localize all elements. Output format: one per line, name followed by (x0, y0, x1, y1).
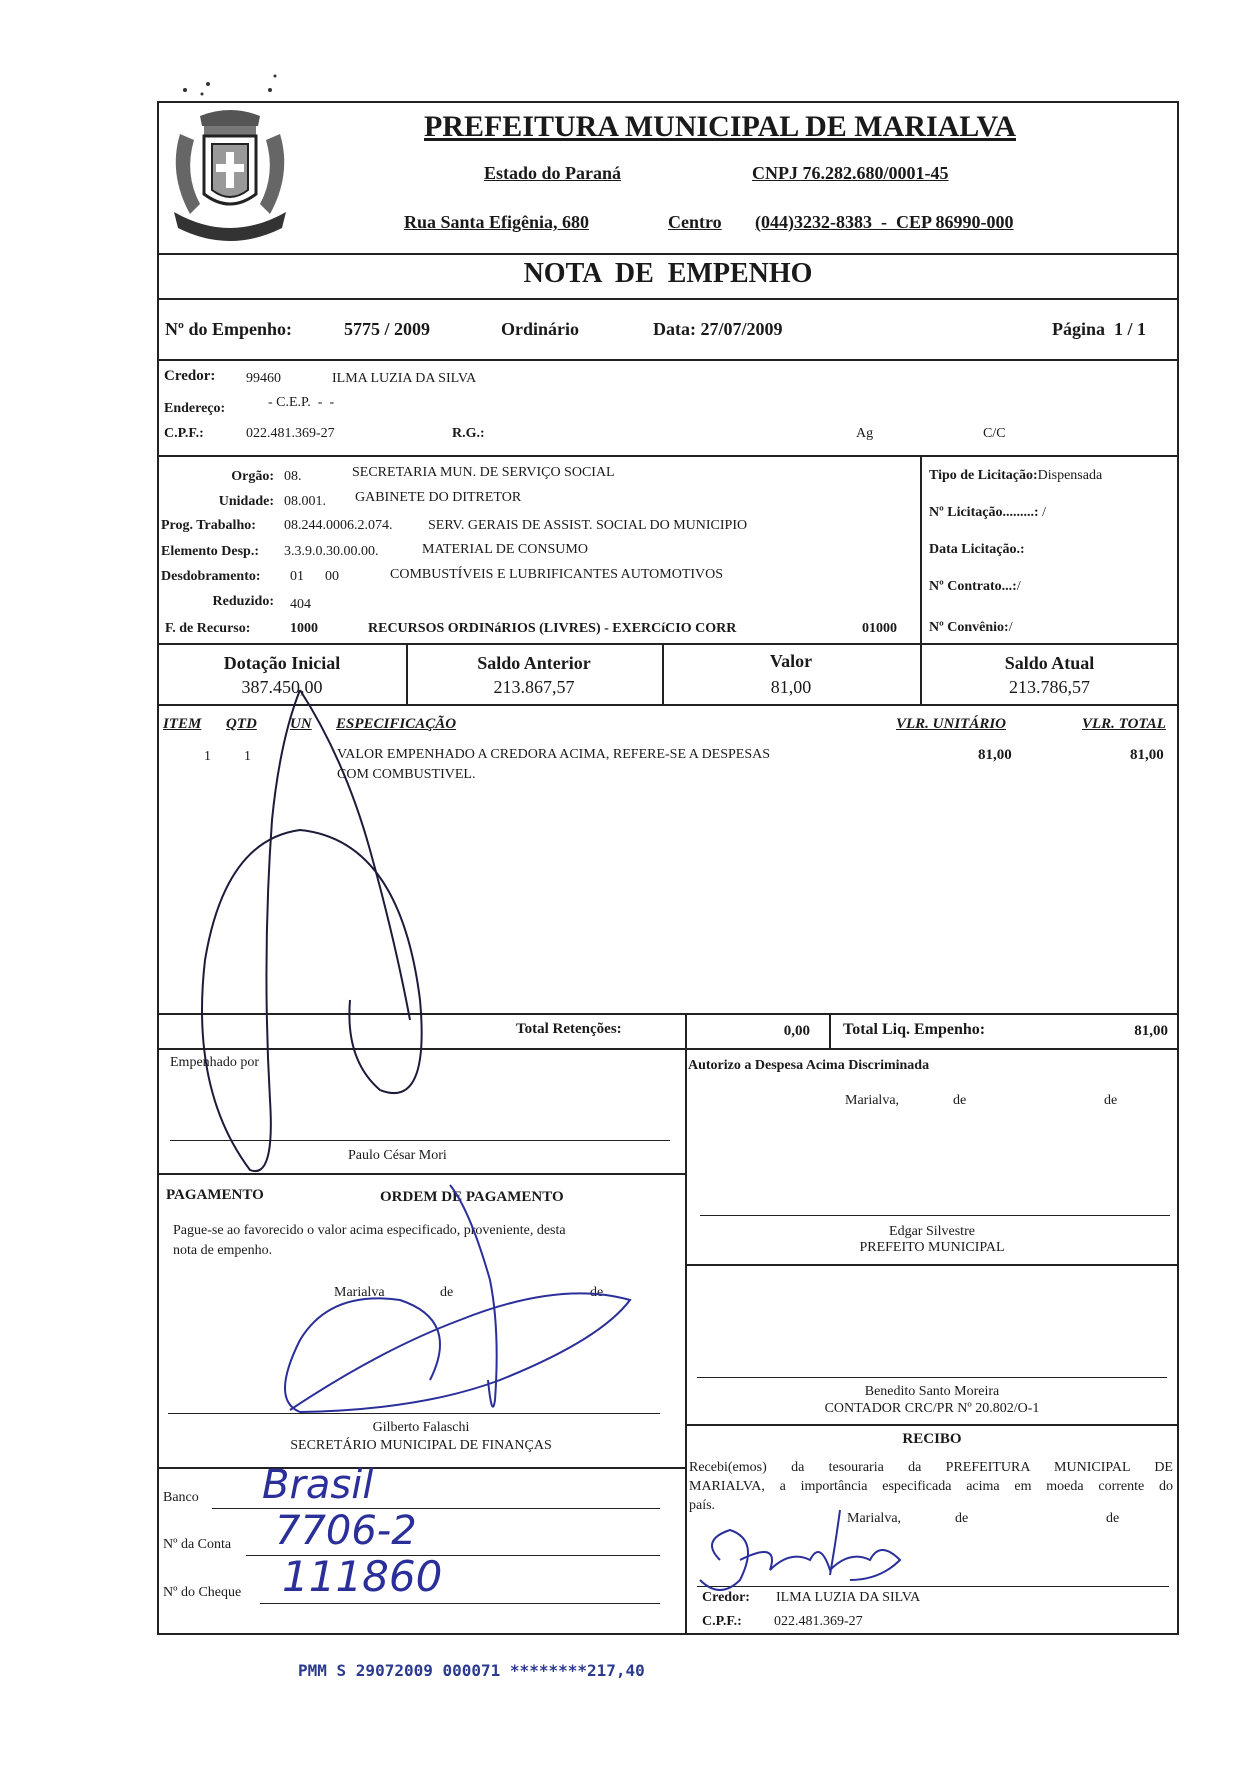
col-item: ITEM (163, 716, 202, 732)
orgao-label: Orgão: (231, 469, 274, 484)
page-title: PREFEITURA MUNICIPAL DE MARIALVA (423, 110, 1017, 143)
empenho-number: 5775 / 2009 (344, 319, 431, 339)
contador-role: CONTADOR CRC/PR Nº 20.802/O-1 (824, 1401, 1040, 1416)
unidade-desc: GABINETE DO DITRETOR (355, 490, 522, 505)
total-liq-label: Total Liq. Empenho: (843, 1021, 986, 1038)
elemento-desc: MATERIAL DE CONSUMO (422, 542, 588, 557)
elemento-label: Elemento Desp.: (161, 544, 259, 559)
saldo-anterior-label: Saldo Anterior (477, 653, 591, 673)
tipo-licitacao-label: Tipo de Licitação: (929, 468, 1038, 483)
district: Centro (668, 212, 722, 232)
item-spec-line1: VALOR EMPENHADO A CREDORA ACIMA, REFERE-SE A DESPESAS (337, 747, 771, 762)
autorizo-city: Marialva, (845, 1093, 900, 1108)
empenhado-label: Empenhado por (170, 1055, 260, 1070)
orgao-desc: SECRETARIA MUN. DE SERVIÇO SOCIAL (352, 465, 615, 480)
secretario-role: SECRETÁRIO MUNICIPAL DE FINANÇAS (290, 1438, 552, 1453)
reduzido-code: 404 (290, 597, 311, 612)
numero-licitacao-label: Nº Licitação.........: (929, 505, 1039, 520)
col-un: UN (290, 716, 312, 732)
autorizo-label: Autorizo a Despesa Acima Discriminada (688, 1058, 930, 1073)
recibo-cpf-value: 022.481.369-27 (774, 1614, 863, 1629)
valor-value: 81,00 (770, 677, 812, 697)
mechanical-authentication-stamp: PMM S 29072009 000071 ********217,40 (298, 1661, 645, 1680)
recibo-cpf-label: C.P.F.: (702, 1614, 742, 1629)
pagamento-de1: de (440, 1285, 454, 1300)
prefeito-name: Edgar Silvestre (889, 1224, 975, 1239)
desdobramento-desc: COMBUSTÍVEIS E LUBRIFICANTES AUTOMOTIVOS (390, 567, 724, 582)
item-total-value: 81,00 (1130, 747, 1164, 763)
empenhado-name: Paulo César Mori (348, 1148, 447, 1163)
data-licitacao-label: Data Licitação.: (929, 542, 1025, 557)
recurso-label: F. de Recurso: (165, 621, 251, 636)
banco-value: Brasil (262, 1462, 374, 1508)
numero-contrato-label: Nº Contrato...: (929, 579, 1017, 594)
ordem-pagamento-label: ORDEM DE PAGAMENTO (380, 1189, 564, 1205)
pagamento-label: PAGAMENTO (166, 1187, 264, 1203)
recibo-title: RECIBO (902, 1431, 962, 1447)
cc-label: C/C (983, 426, 1006, 441)
banco-label: Banco (163, 1490, 199, 1505)
recurso-extra: 01000 (862, 621, 897, 636)
ag-label: Ag (856, 426, 874, 441)
total-retencoes-label: Total Retenções: (516, 1021, 622, 1037)
total-liq-value: 81,00 (1134, 1023, 1168, 1039)
phone-cep: (044)3232-8383 - CEP 86990-000 (755, 212, 1014, 232)
recibo-city: Marialva, (847, 1511, 902, 1526)
tipo-licitacao-value: Dispensada (1037, 468, 1103, 483)
desdobramento-code: 01 00 (290, 569, 339, 584)
item-spec-line2: COM COMBUSTIVEL. (337, 767, 476, 782)
conta-value: 7706-2 (275, 1508, 417, 1554)
prog-trabalho-label: Prog. Trabalho: (161, 518, 256, 533)
col-especificacao: ESPECIFICAÇÃO (336, 716, 457, 732)
recurso-code: 1000 (290, 621, 318, 636)
numero-licitacao-value: / (1038, 505, 1046, 520)
dotacao-inicial-value: 387.450,00 (241, 677, 323, 697)
prog-trabalho-code: 08.244.0006.2.074. (284, 518, 393, 533)
saldo-anterior-value: 213.867,57 (493, 677, 575, 697)
numero-convenio-value: / (1008, 620, 1013, 635)
pagamento-de2: de (590, 1285, 604, 1300)
autorizo-de1: de (953, 1093, 967, 1108)
empenho-type: Ordinário (501, 319, 580, 339)
credor-label: Credor: (164, 368, 216, 384)
recibo-credor-label: Credor: (702, 1590, 750, 1605)
state-name: Estado do Paraná (484, 163, 622, 183)
cpf-label: C.P.F.: (164, 426, 204, 441)
recibo-text-line2: MARIALVA, a importância especificada acima em moeda corrente do (689, 1479, 1173, 1494)
numero-convenio-label: Nº Convênio: (929, 620, 1009, 635)
pagamento-text-line1: Pague-se ao favorecido o valor acima especificado, proveniente, desta (173, 1223, 566, 1238)
reduzido-label: Reduzido: (212, 594, 274, 609)
item-qtd: 1 (244, 749, 251, 764)
saldo-atual-value: 213.786,57 (1009, 677, 1090, 697)
recibo-text-line3: país. (689, 1498, 716, 1513)
page-number: Página 1 / 1 (1052, 319, 1147, 339)
valor-label: Valor (769, 651, 813, 671)
conta-label: Nº da Conta (163, 1537, 232, 1552)
total-retencoes-value: 0,00 (783, 1023, 810, 1039)
document-title: NOTA DE EMPENHO (523, 258, 813, 289)
empenho-label: Nº do Empenho: (165, 319, 292, 339)
autorizo-de2: de (1104, 1093, 1118, 1108)
orgao-code: 08. (284, 469, 302, 484)
rg-label: R.G.: (452, 426, 485, 441)
col-vlr-unitario: VLR. UNITÁRIO (896, 716, 1007, 732)
prog-trabalho-desc: SERV. GERAIS DE ASSIST. SOCIAL DO MUNICIPIO (428, 518, 748, 533)
secretario-name: Gilberto Falaschi (372, 1420, 470, 1435)
credor-name: ILMA LUZIA DA SILVA (332, 371, 477, 386)
recibo-de1: de (955, 1511, 969, 1526)
contador-name: Benedito Santo Moreira (864, 1384, 1000, 1399)
col-vlr-total: VLR. TOTAL (1082, 716, 1166, 732)
cnpj: CNPJ 76.282.680/0001-45 (752, 163, 949, 183)
cheque-value: 111860 (282, 1552, 443, 1601)
unidade-label: Unidade: (218, 494, 274, 509)
numero-contrato-value: / (1016, 579, 1021, 594)
unidade-code: 08.001. (284, 494, 326, 509)
desdobramento-label: Desdobramento: (161, 569, 261, 584)
recibo-text-line1: Recebi(emos) da tesouraria da PREFEITURA MUNICIPAL DE (689, 1460, 1173, 1475)
credor-code: 99460 (246, 371, 281, 386)
prefeito-role: PREFEITO MUNICIPAL (859, 1240, 1005, 1255)
pagamento-city: Marialva (334, 1285, 385, 1300)
recibo-credor-value: ILMA LUZIA DA SILVA (776, 1590, 921, 1605)
recurso-desc: RECURSOS ORDINáRIOS (LIVRES) - EXERCíCIO CORR (368, 621, 737, 636)
recibo-de2: de (1106, 1511, 1120, 1526)
pagamento-text-line2: nota de empenho. (173, 1243, 273, 1258)
endereco-label: Endereço: (164, 401, 226, 416)
col-qtd: QTD (226, 716, 257, 732)
empenho-date: Data: 27/07/2009 (653, 319, 783, 339)
item-number: 1 (204, 749, 211, 764)
saldo-atual-label: Saldo Atual (1004, 653, 1095, 673)
item-unit-value: 81,00 (978, 747, 1012, 763)
address: Rua Santa Efigênia, 680 (404, 212, 590, 232)
cheque-label: Nº do Cheque (163, 1585, 242, 1600)
cpf-value: 022.481.369-27 (246, 426, 335, 441)
endereco-value: - C.E.P. - - (268, 395, 335, 410)
dotacao-inicial-label: Dotação Inicial (223, 653, 341, 673)
elemento-code: 3.3.9.0.30.00.00. (284, 544, 379, 559)
